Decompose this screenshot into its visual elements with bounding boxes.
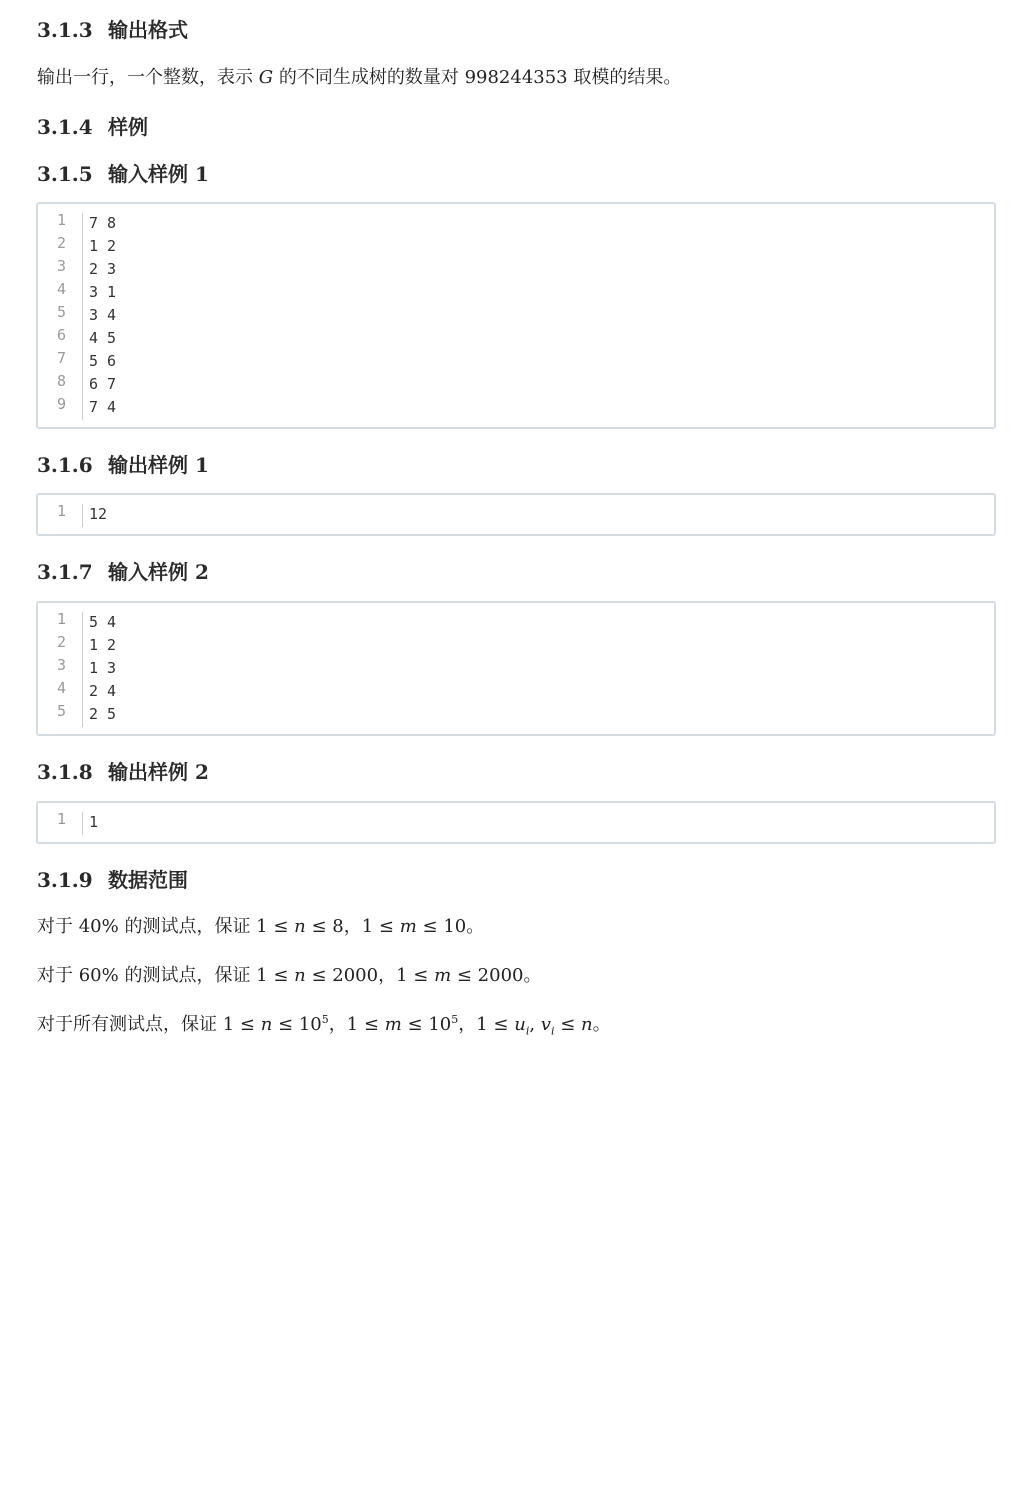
text: 对于 60% 的测试点，保证 1 ≤ bbox=[37, 965, 295, 986]
section-number: 3.1.9 bbox=[37, 868, 93, 892]
section-heading-data-range bbox=[37, 864, 188, 893]
text: ≤ 10。 bbox=[416, 916, 485, 937]
math-var: n bbox=[260, 1014, 273, 1035]
section-number: 3.1.7 bbox=[37, 560, 93, 584]
code-text: 1 2 bbox=[89, 636, 117, 654]
code-text: 6 7 bbox=[89, 375, 117, 393]
text: 对于 40% 的测试点，保证 1 ≤ bbox=[37, 916, 295, 937]
section-title: 样例 bbox=[108, 115, 148, 139]
code-text: 2 4 bbox=[89, 682, 117, 700]
code-line bbox=[38, 351, 994, 374]
code-line bbox=[38, 658, 994, 681]
code-line bbox=[38, 397, 994, 420]
output-format-paragraph bbox=[37, 63, 681, 89]
text: 。 bbox=[592, 1014, 611, 1035]
range-paragraph-60 bbox=[37, 961, 541, 987]
section-number: 3.1.5 bbox=[37, 162, 93, 186]
text: ≤ bbox=[554, 1014, 582, 1035]
line-number: 6 bbox=[56, 326, 66, 344]
code-line bbox=[38, 812, 994, 835]
exponent: 5 bbox=[451, 1013, 459, 1026]
text: ≤ 10 bbox=[272, 1014, 322, 1035]
code-line bbox=[38, 635, 994, 658]
section-heading-sample-input-1 bbox=[37, 158, 209, 187]
section-heading-sample-output-2 bbox=[37, 756, 209, 785]
text: , bbox=[529, 1014, 541, 1035]
line-number: 7 bbox=[56, 349, 66, 367]
code-line bbox=[38, 259, 994, 282]
code-block-sample-output-2 bbox=[36, 801, 996, 844]
code-text: 7 4 bbox=[89, 398, 117, 416]
line-number: 4 bbox=[56, 280, 66, 298]
section-heading-sample-input-2 bbox=[37, 556, 209, 585]
line-number: 4 bbox=[56, 679, 66, 697]
text: 输出一行，一个整数，表示 bbox=[37, 67, 259, 88]
code-line bbox=[38, 236, 994, 259]
line-number: 5 bbox=[56, 303, 66, 321]
code-text: 5 4 bbox=[89, 613, 117, 631]
math-var: m bbox=[384, 1014, 402, 1035]
code-block-sample-input-1 bbox=[36, 202, 996, 429]
range-paragraph-all bbox=[37, 1010, 611, 1038]
text: ≤ 10 bbox=[401, 1014, 452, 1035]
code-line bbox=[38, 612, 994, 635]
section-title: 输出格式 bbox=[108, 18, 188, 42]
code-text: 1 bbox=[89, 813, 99, 831]
section-title: 输出样例 2 bbox=[108, 760, 209, 784]
math-var: G bbox=[258, 67, 274, 88]
text: ≤ 2000。 bbox=[451, 965, 542, 986]
math-var: u bbox=[514, 1014, 526, 1035]
code-text: 5 6 bbox=[89, 352, 117, 370]
line-number: 2 bbox=[56, 234, 66, 252]
subscript: i bbox=[525, 1024, 530, 1038]
section-number: 3.1.6 bbox=[37, 453, 93, 477]
code-line bbox=[38, 305, 994, 328]
line-number: 2 bbox=[56, 633, 66, 651]
code-text: 1 2 bbox=[89, 237, 117, 255]
code-line bbox=[38, 213, 994, 236]
line-number: 1 bbox=[56, 502, 66, 520]
math-var: m bbox=[434, 965, 452, 986]
text: ，1 ≤ bbox=[458, 1014, 515, 1035]
line-number: 1 bbox=[56, 211, 66, 229]
code-line bbox=[38, 704, 994, 727]
text: 的不同生成树的数量对 998244353 取模的结果。 bbox=[273, 67, 682, 88]
line-number: 3 bbox=[56, 257, 66, 275]
code-block-sample-output-1 bbox=[36, 493, 996, 536]
code-text: 1 3 bbox=[89, 659, 117, 677]
code-line bbox=[38, 328, 994, 351]
section-heading-samples bbox=[37, 111, 148, 140]
code-text: 3 1 bbox=[89, 283, 117, 301]
text: 对于所有测试点，保证 1 ≤ bbox=[37, 1014, 261, 1035]
math-var: n bbox=[294, 965, 306, 986]
subscript: i bbox=[550, 1024, 555, 1038]
range-paragraph-40 bbox=[37, 912, 484, 938]
section-number: 3.1.8 bbox=[37, 760, 93, 784]
section-title: 输出样例 1 bbox=[108, 453, 209, 477]
code-text: 7 8 bbox=[89, 214, 117, 232]
text: ≤ 8，1 ≤ bbox=[305, 916, 400, 937]
section-title: 输入样例 2 bbox=[108, 560, 209, 584]
code-text: 3 4 bbox=[89, 306, 117, 324]
line-number: 8 bbox=[56, 372, 66, 390]
line-number: 3 bbox=[56, 656, 66, 674]
math-var: m bbox=[399, 916, 417, 937]
text: ≤ 2000，1 ≤ bbox=[305, 965, 435, 986]
code-text: 12 bbox=[89, 505, 108, 523]
section-number: 3.1.3 bbox=[37, 18, 93, 42]
math-var: n bbox=[294, 916, 306, 937]
line-number: 1 bbox=[56, 810, 66, 828]
code-text: 4 5 bbox=[89, 329, 117, 347]
code-block-sample-input-2 bbox=[36, 601, 996, 736]
section-heading-output-format bbox=[37, 14, 188, 43]
code-line bbox=[38, 504, 994, 527]
code-text: 2 3 bbox=[89, 260, 117, 278]
line-number: 9 bbox=[56, 395, 66, 413]
text: ，1 ≤ bbox=[328, 1014, 385, 1035]
section-number: 3.1.4 bbox=[37, 115, 93, 139]
section-title: 数据范围 bbox=[108, 868, 188, 892]
line-number: 5 bbox=[56, 702, 66, 720]
code-text: 2 5 bbox=[89, 705, 117, 723]
math-var: v bbox=[540, 1014, 551, 1035]
line-number: 1 bbox=[56, 610, 66, 628]
math-var: n bbox=[581, 1014, 593, 1035]
section-title: 输入样例 1 bbox=[108, 162, 209, 186]
exponent: 5 bbox=[321, 1013, 329, 1026]
section-heading-sample-output-1 bbox=[37, 449, 209, 478]
code-line bbox=[38, 374, 994, 397]
code-line bbox=[38, 681, 994, 704]
code-line bbox=[38, 282, 994, 305]
